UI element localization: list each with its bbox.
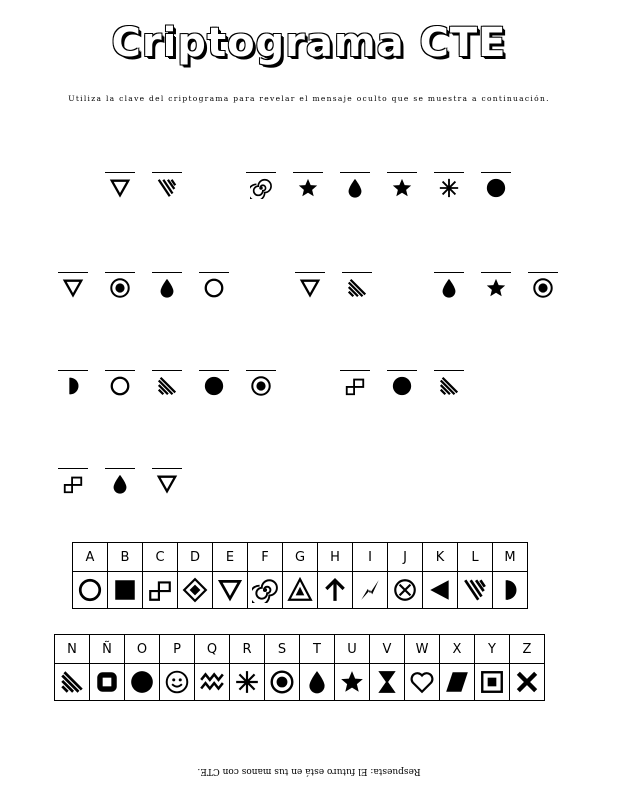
- star-icon: [485, 277, 507, 299]
- key-symbol-d: [178, 572, 213, 609]
- cipher-slot: [434, 370, 464, 400]
- key-table-n-z: [54, 634, 545, 701]
- cipher-slot: [293, 172, 323, 202]
- cipher-slot: [434, 172, 464, 202]
- key-symbol-v: [370, 664, 405, 701]
- blank-line: [58, 370, 88, 371]
- blank-line: [434, 370, 464, 371]
- key-symbol-h: [318, 572, 353, 609]
- key-letter-j: J: [388, 543, 423, 572]
- cipher-slot: [342, 272, 372, 302]
- key-symbol-l: [458, 572, 493, 609]
- filled-circle-icon: [129, 669, 155, 695]
- key-letter-d: D: [178, 543, 213, 572]
- blank-line: [105, 370, 135, 371]
- star-icon: [297, 177, 319, 199]
- key-letter-r: R: [230, 635, 265, 664]
- triangle-down-icon: [109, 177, 131, 199]
- blank-line: [387, 370, 417, 371]
- lightning-icon: [357, 577, 383, 603]
- cipher-slot: [58, 272, 88, 302]
- cipher-slot: [295, 272, 325, 302]
- key-symbol-x: [440, 664, 475, 701]
- key-letter-w: W: [405, 635, 440, 664]
- cipher-slot: [246, 172, 276, 202]
- key-symbol-q: [195, 664, 230, 701]
- circle-icon: [203, 277, 225, 299]
- key-symbol-b: [108, 572, 143, 609]
- key-symbol-n: [55, 664, 90, 701]
- cipher-slot: [481, 272, 511, 302]
- target-icon: [250, 375, 272, 397]
- blank-line: [152, 272, 182, 273]
- blank-line: [246, 370, 276, 371]
- key-letter-h: H: [318, 543, 353, 572]
- cipher-slot: [387, 172, 417, 202]
- zigzag-icon: [199, 669, 225, 695]
- drop-icon: [156, 277, 178, 299]
- cipher-slot: [105, 468, 135, 498]
- target-icon: [109, 277, 131, 299]
- key-letter-b: B: [108, 543, 143, 572]
- blank-line: [340, 370, 370, 371]
- key-symbol-w: [405, 664, 440, 701]
- rounded-square-icon: [94, 669, 120, 695]
- star-icon: [339, 669, 365, 695]
- heart-icon: [409, 669, 435, 695]
- key-symbol-ñ: [90, 664, 125, 701]
- blank-line: [293, 172, 323, 173]
- arrow-up-icon: [322, 577, 348, 603]
- blank-line: [105, 272, 135, 273]
- circle-icon: [77, 577, 103, 603]
- drop-icon: [344, 177, 366, 199]
- key-letter-k: K: [423, 543, 458, 572]
- filled-circle-icon: [203, 375, 225, 397]
- key-symbol-z: [510, 664, 545, 701]
- cipher-slot: [199, 272, 229, 302]
- asterisk-icon: [438, 177, 460, 199]
- target-icon: [532, 277, 554, 299]
- blank-line: [152, 370, 182, 371]
- key-letter-v: V: [370, 635, 405, 664]
- smiley-icon: [164, 669, 190, 695]
- diagonal-stripes-icon: [438, 375, 460, 397]
- page-title: Criptograma CTE: [111, 20, 507, 66]
- x-mark-icon: [514, 669, 540, 695]
- key-letter-x: X: [440, 635, 475, 664]
- key-letter-y: Y: [475, 635, 510, 664]
- key-letter-z: Z: [510, 635, 545, 664]
- blank-line: [199, 370, 229, 371]
- blank-line: [246, 172, 276, 173]
- triangle-down-icon: [62, 277, 84, 299]
- cipher-slot: [105, 172, 135, 202]
- cipher-slot: [246, 370, 276, 400]
- key-symbol-y: [475, 664, 510, 701]
- circle-icon: [109, 375, 131, 397]
- spiral-icon: [252, 577, 278, 603]
- key-symbol-s: [265, 664, 300, 701]
- blank-line: [342, 272, 372, 273]
- cipher-slot: [105, 370, 135, 400]
- key-letter-i: I: [353, 543, 388, 572]
- answer-text: Respuesta: El futuro está en tus manos con CTE.: [197, 766, 421, 776]
- key-letter-ñ: Ñ: [90, 635, 125, 664]
- key-table-a-m: [72, 542, 528, 609]
- circle-x-icon: [392, 577, 418, 603]
- filled-circle-icon: [391, 375, 413, 397]
- blank-line: [58, 272, 88, 273]
- key-symbol-m: [493, 572, 528, 609]
- cipher-slot: [387, 370, 417, 400]
- blank-line: [152, 172, 182, 173]
- cipher-slot: [105, 272, 135, 302]
- cipher-slot: [152, 468, 182, 498]
- half-circle-icon: [497, 577, 523, 603]
- cipher-slot: [340, 370, 370, 400]
- key-symbol-t: [300, 664, 335, 701]
- key-letter-p: P: [160, 635, 195, 664]
- key-letter-o: O: [125, 635, 160, 664]
- cipher-slot: [152, 172, 182, 202]
- blank-line: [295, 272, 325, 273]
- key-symbol-f: [248, 572, 283, 609]
- triangle-down-icon: [299, 277, 321, 299]
- cipher-slot: [152, 370, 182, 400]
- key-symbol-e: [213, 572, 248, 609]
- blank-line: [481, 172, 511, 173]
- key-symbol-a: [73, 572, 108, 609]
- diagonal-stripes-icon: [346, 277, 368, 299]
- diagonal-stripes-icon: [156, 375, 178, 397]
- blank-line: [434, 172, 464, 173]
- blank-line: [105, 468, 135, 469]
- cipher-slot: [152, 272, 182, 302]
- cipher-slot: [528, 272, 558, 302]
- key-symbol-p: [160, 664, 195, 701]
- stairs-icon: [147, 577, 173, 603]
- slash-triangle-icon: [156, 177, 178, 199]
- key-letter-s: S: [265, 635, 300, 664]
- key-letter-c: C: [143, 543, 178, 572]
- blank-line: [199, 272, 229, 273]
- nested-square-icon: [479, 669, 505, 695]
- target-icon: [269, 669, 295, 695]
- key-symbol-r: [230, 664, 265, 701]
- drop-icon: [304, 669, 330, 695]
- blank-line: [340, 172, 370, 173]
- stairs-icon: [62, 473, 84, 495]
- key-letter-m: M: [493, 543, 528, 572]
- cipher-slot: [58, 468, 88, 498]
- blank-line: [58, 468, 88, 469]
- triangle-down-icon: [156, 473, 178, 495]
- diamond-icon: [182, 577, 208, 603]
- key-symbol-c: [143, 572, 178, 609]
- cipher-slot: [199, 370, 229, 400]
- blank-line: [152, 468, 182, 469]
- key-letter-n: N: [55, 635, 90, 664]
- hourglass-icon: [374, 669, 400, 695]
- spiral-icon: [250, 177, 272, 199]
- half-circle-icon: [62, 375, 84, 397]
- blank-line: [528, 272, 558, 273]
- parallelogram-icon: [444, 669, 470, 695]
- cipher-slot: [58, 370, 88, 400]
- triangle-down-icon: [217, 577, 243, 603]
- key-letter-g: G: [283, 543, 318, 572]
- key-symbol-j: [388, 572, 423, 609]
- key-letter-f: F: [248, 543, 283, 572]
- star-icon: [391, 177, 413, 199]
- blank-line: [387, 172, 417, 173]
- key-letter-q: Q: [195, 635, 230, 664]
- slash-triangle-icon: [462, 577, 488, 603]
- blank-line: [481, 272, 511, 273]
- blank-line: [434, 272, 464, 273]
- key-letter-u: U: [335, 635, 370, 664]
- asterisk-icon: [234, 669, 260, 695]
- key-letter-e: E: [213, 543, 248, 572]
- instructions: Utiliza la clave del criptograma para revelar el mensaje oculto que se muestra a continuación.: [68, 94, 550, 103]
- filled-circle-icon: [485, 177, 507, 199]
- triangle-up-icon: [287, 577, 313, 603]
- key-symbol-g: [283, 572, 318, 609]
- square-icon: [112, 577, 138, 603]
- stairs-icon: [344, 375, 366, 397]
- key-symbol-o: [125, 664, 160, 701]
- key-letter-t: T: [300, 635, 335, 664]
- cipher-slot: [340, 172, 370, 202]
- drop-icon: [438, 277, 460, 299]
- key-symbol-u: [335, 664, 370, 701]
- key-letter-a: A: [73, 543, 108, 572]
- triangle-left-icon: [427, 577, 453, 603]
- key-letter-l: L: [458, 543, 493, 572]
- cipher-slot: [434, 272, 464, 302]
- diagonal-stripes-icon: [59, 669, 85, 695]
- blank-line: [105, 172, 135, 173]
- key-symbol-i: [353, 572, 388, 609]
- drop-icon: [109, 473, 131, 495]
- key-symbol-k: [423, 572, 458, 609]
- cipher-slot: [481, 172, 511, 202]
